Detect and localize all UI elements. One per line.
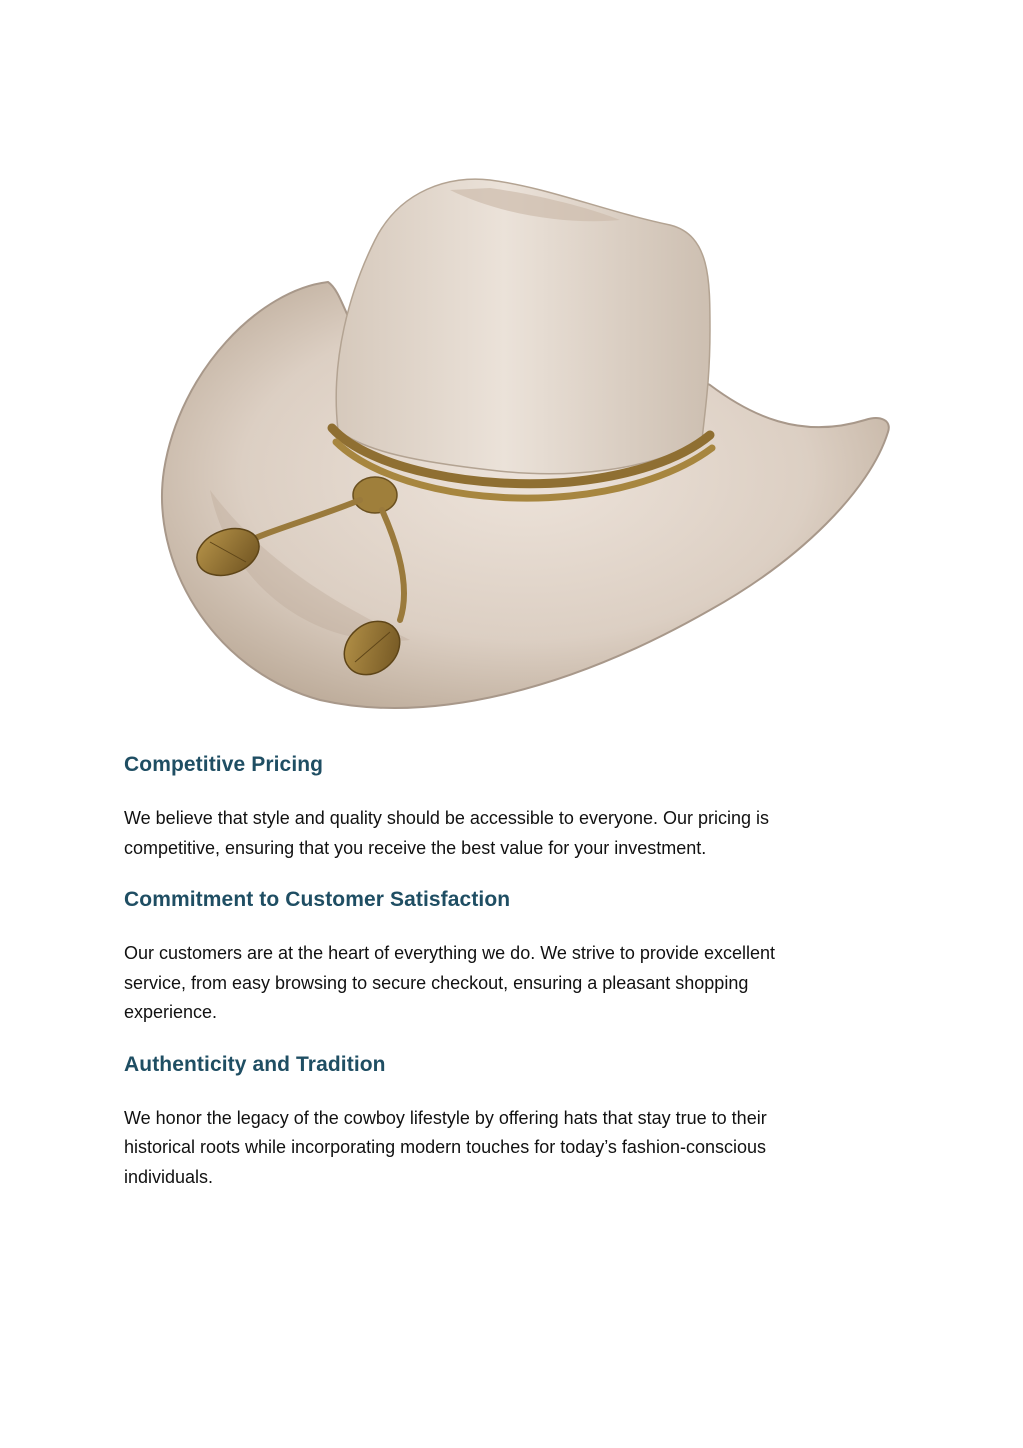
body-line: Our customers are at the heart of everything we do. We strive to provide excellent bbox=[124, 943, 775, 963]
cowboy-hat-image bbox=[150, 170, 895, 715]
cowboy-hat-icon bbox=[150, 170, 895, 715]
body-line: experience. bbox=[124, 1002, 218, 1022]
section-body-tradition bbox=[124, 1104, 884, 1193]
body-line: individuals. bbox=[124, 1166, 214, 1187]
cord-knot bbox=[353, 477, 397, 513]
section-heading-satisfaction: Commitment to Customer Satisfaction bbox=[124, 888, 511, 911]
text-content bbox=[124, 748, 884, 1192]
body-line: We honor the legacy of the cowboy lifestyle by offering hats that stay true to their bbox=[124, 1107, 767, 1128]
body-line: historical roots while incorporating modern touches for today’s fashion-conscious bbox=[124, 1137, 766, 1157]
section-heading-pricing: Competitive Pricing bbox=[124, 753, 324, 776]
body-line: competitive, ensuring that you receive the best value for your investment. bbox=[124, 837, 707, 858]
body-line: service, from easy browsing to secure checkout, ensuring a pleasant shopping bbox=[124, 972, 749, 993]
hat-crown bbox=[336, 179, 710, 474]
section-heading-tradition: Authenticity and Tradition bbox=[124, 1052, 386, 1076]
section-body-pricing bbox=[124, 804, 884, 863]
section-body-satisfaction bbox=[124, 939, 884, 1028]
body-line: We believe that style and quality should be accessible to everyone. Our pricing is bbox=[124, 808, 770, 828]
